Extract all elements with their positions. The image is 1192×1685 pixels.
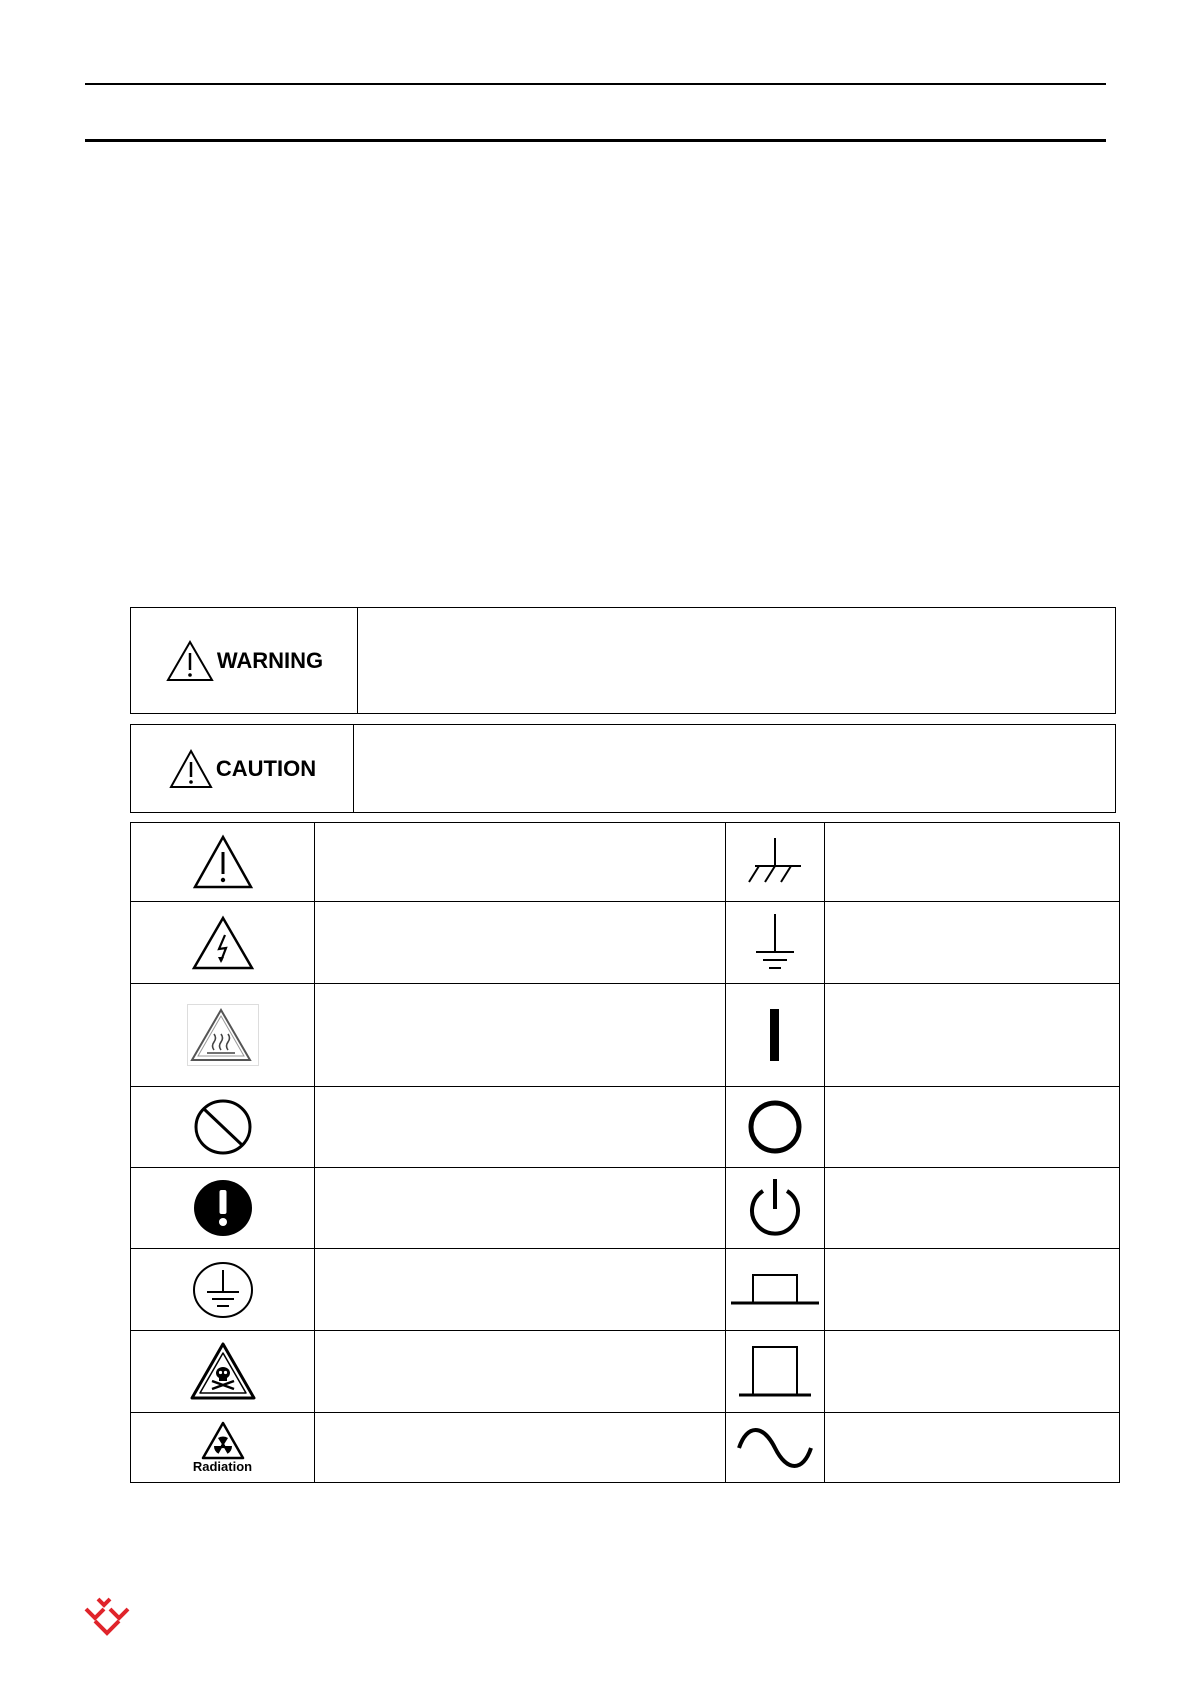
warning-triangle-icon bbox=[165, 639, 215, 683]
symbol-cell bbox=[131, 1168, 315, 1249]
power-off-icon bbox=[746, 1098, 804, 1156]
symbol-description bbox=[315, 902, 726, 984]
table-row bbox=[131, 1249, 1120, 1331]
warning-label-box bbox=[130, 607, 1116, 714]
caution-symbol-cell bbox=[131, 725, 354, 812]
caution-description bbox=[354, 725, 1115, 812]
symbol-cell bbox=[131, 1413, 315, 1483]
alternating-current-icon bbox=[735, 1420, 815, 1476]
mandatory-action-icon bbox=[192, 1178, 254, 1238]
caution-word: CAUTION bbox=[215, 755, 317, 781]
header-rule-bottom bbox=[85, 139, 1106, 142]
radiation-label: Radiation bbox=[192, 1459, 253, 1474]
standby-icon bbox=[746, 1175, 804, 1241]
symbol-description bbox=[825, 984, 1120, 1087]
prohibited-icon bbox=[192, 1097, 254, 1157]
symbol-cell bbox=[726, 1413, 825, 1483]
symbol-cell bbox=[726, 902, 825, 984]
header-rule-top bbox=[85, 83, 1106, 85]
symbol-description bbox=[315, 1087, 726, 1168]
symbol-cell bbox=[131, 823, 315, 902]
warning-description bbox=[358, 608, 1115, 713]
symbol-cell bbox=[726, 1087, 825, 1168]
push-in-state-icon bbox=[737, 1344, 813, 1400]
warning-symbol-cell bbox=[131, 608, 358, 713]
table-row bbox=[131, 1413, 1120, 1483]
symbol-cell bbox=[726, 1249, 825, 1331]
table-row bbox=[131, 984, 1120, 1087]
symbol-cell bbox=[131, 1331, 315, 1413]
table-row bbox=[131, 1331, 1120, 1413]
symbol-description bbox=[315, 1331, 726, 1413]
protective-earth-icon bbox=[191, 1260, 255, 1320]
electric-shock-icon bbox=[191, 915, 255, 971]
earth-ground-icon bbox=[753, 912, 797, 974]
symbol-cell bbox=[131, 1087, 315, 1168]
symbol-description bbox=[825, 1249, 1120, 1331]
symbol-description bbox=[315, 1413, 726, 1483]
symbol-description bbox=[825, 1331, 1120, 1413]
power-on-icon bbox=[768, 1007, 782, 1063]
symbol-cell bbox=[726, 1168, 825, 1249]
symbol-description bbox=[315, 984, 726, 1087]
symbol-description bbox=[315, 1249, 726, 1331]
table-row bbox=[131, 823, 1120, 902]
caution-triangle-icon bbox=[168, 748, 214, 790]
push-out-state-icon bbox=[730, 1272, 820, 1308]
symbol-cell bbox=[131, 902, 315, 984]
chassis-ground-icon bbox=[745, 836, 805, 888]
symbol-cell bbox=[131, 1249, 315, 1331]
toxic-hazard-icon bbox=[189, 1341, 257, 1403]
table-row bbox=[131, 1087, 1120, 1168]
symbol-description bbox=[825, 1413, 1120, 1483]
caution-label-box bbox=[130, 724, 1116, 813]
radiation-icon bbox=[201, 1421, 245, 1461]
brand-chevron-logo-icon bbox=[84, 1595, 130, 1639]
symbol-cell bbox=[726, 984, 825, 1087]
symbol-description bbox=[315, 1168, 726, 1249]
symbol-description bbox=[825, 902, 1120, 984]
symbol-cell bbox=[131, 984, 315, 1087]
symbol-description bbox=[825, 1168, 1120, 1249]
table-row bbox=[131, 902, 1120, 984]
warning-word: WARNING bbox=[216, 647, 324, 673]
symbol-description bbox=[825, 1087, 1120, 1168]
symbol-description bbox=[315, 823, 726, 902]
hot-surface-icon bbox=[187, 1004, 259, 1066]
general-warning-icon bbox=[192, 834, 254, 890]
safety-symbols-table bbox=[130, 822, 1120, 1483]
symbol-cell bbox=[726, 1331, 825, 1413]
brand-logo bbox=[84, 1595, 130, 1644]
symbol-description bbox=[825, 823, 1120, 902]
table-row bbox=[131, 1168, 1120, 1249]
symbol-cell bbox=[726, 823, 825, 902]
